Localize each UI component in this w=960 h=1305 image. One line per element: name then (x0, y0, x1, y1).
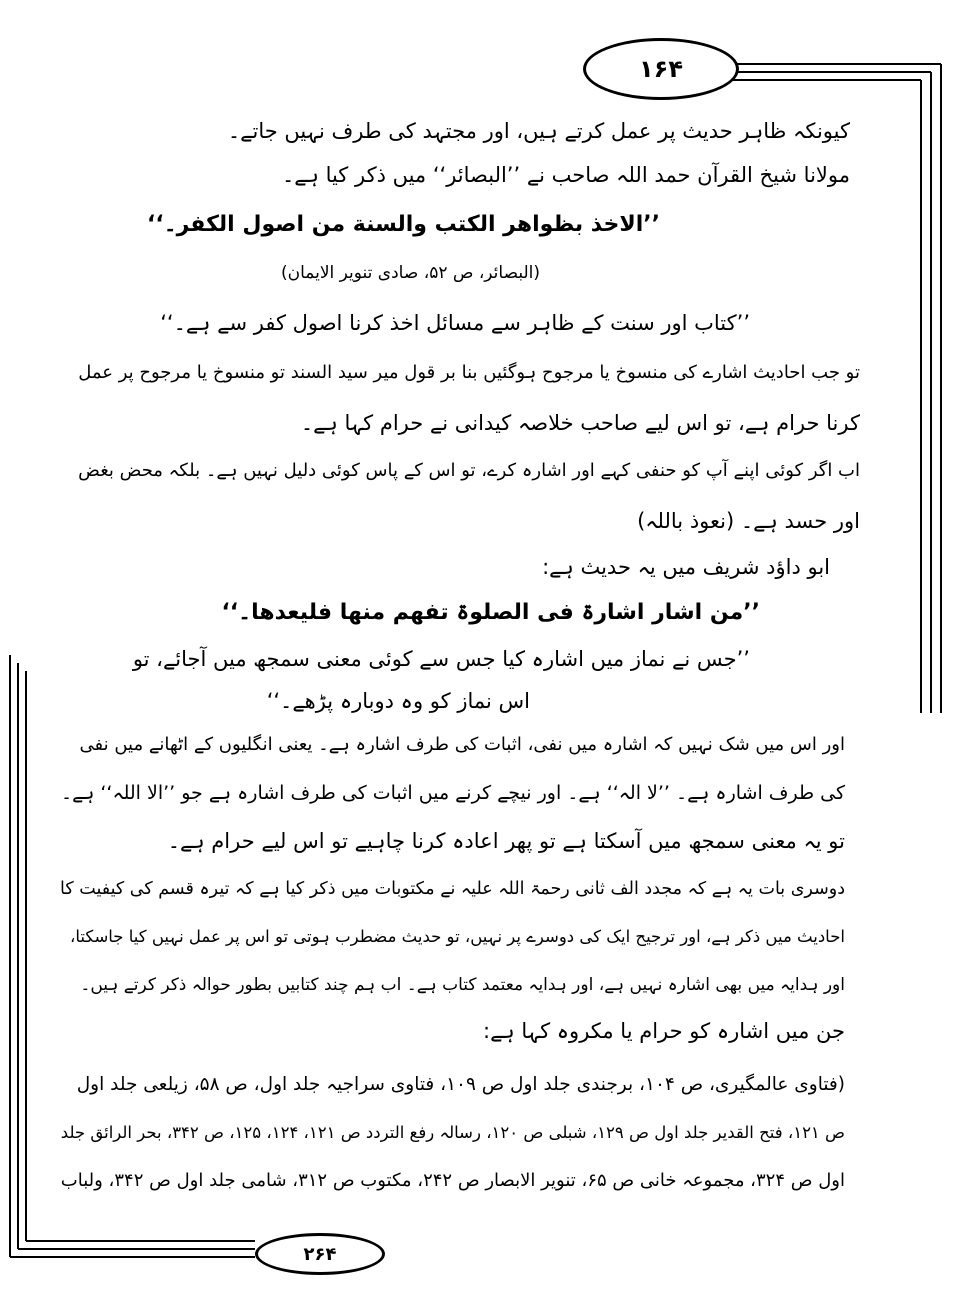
text-line: احادیث میں ذکر ہے، اور ترجیح ایک کی دوسرے پر نہیں، تو حدیث مضطرب ہوتی تو اس پر عمل نہیں کیا جاسکتا، (70, 927, 845, 946)
translation-quote: اس نماز کو وہ دوبارہ پڑھے۔‘‘ (266, 689, 530, 713)
arabic-hadith: ’’من اشار اشارۃ فی الصلوۃ تفھم منھا فلیعدھا۔‘‘ (221, 600, 760, 625)
reference-line: (فتاوی عالمگیری، ص ۱۰۴، برجندی جلد اول ص ۱۰۹، فتاوی سراجیہ جلد اول، ص ۵۸، زیلعی جلد اول (76, 1074, 845, 1095)
text-line: کیونکہ ظاہر حدیث پر عمل کرتے ہیں، اور مجتہد کی طرف نہیں جاتے۔ (227, 119, 850, 143)
page-number-top: ۱۶۴ (583, 38, 739, 100)
text-line: اور ہدایہ میں بھی اشارہ نہیں ہے، اور ہدایہ معتمد کتاب ہے۔ اب ہم چند کتابیں بطور حوالہ ذکر کرتے ہیں۔ (80, 975, 845, 995)
page-number-bottom: ۲۶۴ (255, 1233, 385, 1275)
text-line: تو یہ معنی سمجھ میں آسکتا ہے تو پھر اعادہ کرنا چاہیے تو اس لیے حرام ہے۔ (167, 829, 845, 853)
translation-quote: ’’جس نے نماز میں اشارہ کیا جس سے کوئی معنی سمجھ میں آجائے، تو (132, 647, 750, 671)
text-line: مولانا شیخ القرآن حمد اللہ صاحب نے ’’البصائر‘‘ میں ذکر کیا ہے۔ (281, 163, 850, 187)
arabic-quote: ’’الاخذ بظواھر الکتب والسنة من اصول الکفر۔‘‘ (147, 212, 660, 237)
reference-line: ص ۱۲۱، فتح القدیر جلد اول ص ۱۲۹، شبلی ص ۱۲۰، رسالہ رفع التردد ص ۱۲۱، ۱۲۴، ۱۲۵، ص ۳۴۲، بحر الرائق جلد (60, 1123, 845, 1142)
translation-quote: ’’کتاب اور سنت کے ظاہر سے مسائل اخذ کرنا اصول کفر سے ہے۔‘‘ (160, 311, 750, 335)
citation-line: (البصائر، ص ۵۲، صادی تنویر الایمان) (280, 263, 540, 283)
text-line: کی طرف اشارہ ہے۔ ’’لا الہ‘‘ ہے۔ اور نیچے کرنے میں اثبات کی طرف اشارہ ہے جو ’’الا اللہ‘‘ ہے۔ (60, 782, 845, 804)
text-line: کرنا حرام ہے، تو اس لیے صاحب خلاصہ کیدانی نے حرام کہا ہے۔ (300, 411, 860, 435)
text-line: اب اگر کوئی اپنے آپ کو حنفی کہے اور اشارہ کرے، تو اس کے پاس کوئی دلیل نہیں ہے۔ بلکہ محض بغض (78, 460, 860, 481)
text-line: ابو داؤد شریف میں یہ حدیث ہے: (542, 555, 830, 579)
text-line: تو جب احادیث اشارے کی منسوخ یا مرجوح ہوگئیں بنا بر قول میر سید السند تو منسوخ یا مرجوح پر عمل (78, 362, 860, 383)
text-line: اور اس میں شک نہیں کہ اشارہ میں نفی، اثبات کی طرف اشارہ ہے۔ یعنی انگلیوں کے اٹھانے میں نفی (79, 734, 845, 755)
text-line: جن میں اشارہ کو حرام یا مکروہ کہا ہے: (483, 1019, 845, 1043)
text-line: دوسری بات یہ ہے کہ مجدد الف ثانی رحمۃ اللہ علیہ نے مکتوبات میں ذکر کیا ہے کہ تیرہ قسم کی کیفیت کا (60, 879, 845, 899)
text-line: اور حسد ہے۔ (نعوذ باللہ) (637, 509, 860, 533)
reference-line: اول ص ۳۲۴، مجموعہ خانی ص ۶۵، تنویر الابصار ص ۲۴۲، مکتوب ص ۳۱۲، شامی جلد اول ص ۳۴۲، ولباب (60, 1170, 845, 1191)
